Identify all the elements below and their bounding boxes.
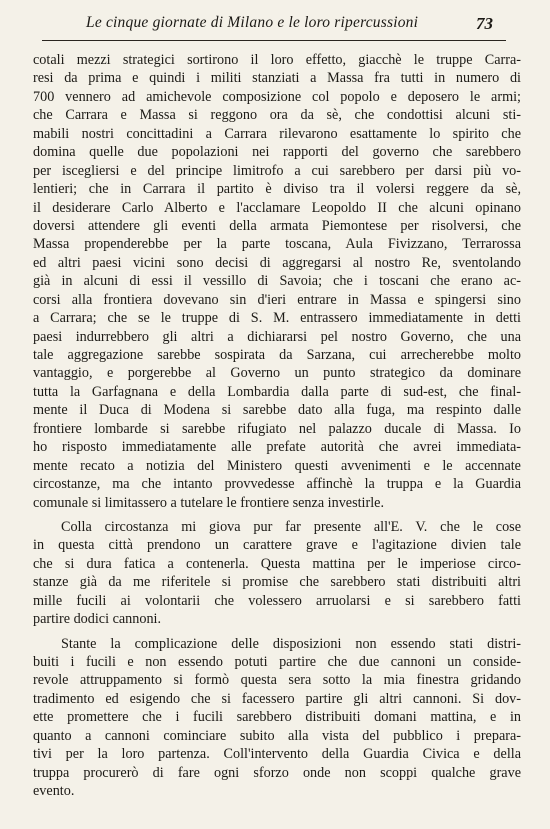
text-line: comunale si limitassero a tutelare le frontiere senza investirle. <box>33 494 385 511</box>
text-line: per iscegliersi e del principe limitrofo a cui sarebbero per darsi più vo- <box>33 162 521 179</box>
text-line: doversi attendere gli eventi della armata Piemontese per risolversi, che <box>33 217 521 234</box>
text-line: resi da prima e quindi i militi stanziati a Massa fra tutti in numero di <box>33 70 521 87</box>
text-line: Colla circostanza mi giova pur far presente all'E. V. che le cose <box>61 518 521 535</box>
text-line: tutta la Garfagnana e della Lombardia dalla parte di sud-est, che final- <box>33 383 521 400</box>
page-header <box>0 0 550 44</box>
text-line: mente recato a notizia del Ministero questi avvenimenti e le accennate <box>33 457 521 474</box>
text-line: mabili nostri concittadini a Carrara rilevarono esattamente lo spirito che <box>33 125 521 142</box>
text-line: a Carrara; che se le truppe di S. M. entrassero immediatamente in detti <box>33 310 521 327</box>
text-line: domina quelle due popolazioni nei rapporti del governo che sarebbero <box>33 144 521 161</box>
text-line: frontiere lombarde si sarebbe rifugiato nel palazzo ducale di Massa. Io <box>33 420 521 437</box>
text-line: Stante la complicazione delle disposizioni non essendo stati distri- <box>61 635 521 652</box>
text-line: cotali mezzi strategici sortirono il loro effetto, giacchè le truppe Carra- <box>33 52 521 68</box>
text-line: tivi per la loro partenza. Coll'intervento della Guardia Civica e della <box>33 746 521 763</box>
paragraph <box>33 518 521 629</box>
text-line: evento. <box>33 783 75 800</box>
text-line: lentieri; che in Carrara il partito è diviso tra il volersi reggere da sè, <box>33 181 521 198</box>
header-rule <box>42 40 506 41</box>
text-line: ed altri paesi vicini sono decisi di aggregarsi al nostro Re, sventolando <box>33 254 521 271</box>
text-line: corsi alla frontiera dovevano sin d'ieri entrare in Massa e spingersi sino <box>33 291 521 308</box>
text-line: Massa propenderebbe per la parte toscana, Aula Fivizzano, Terrarossa <box>33 236 521 253</box>
text-line: che Carrara e Massa si reggono ora da sè, che condottisi alcuni sti- <box>33 107 521 124</box>
running-title: Le cinque giornate di Milano e le loro ripercussioni <box>86 14 419 31</box>
page-number: 73 <box>476 14 493 33</box>
text-line: quanto a cannoni cominciare subito alla vista del pubblico i prepara- <box>33 727 521 744</box>
text-line: revole attruppamento si formò questa sera sotto la mia finestra gridando <box>33 672 521 689</box>
text-line: circostanze, ma che intanto provvedesse affinchè la truppa e la Guardia <box>33 476 521 493</box>
text-line: tale aggregazione sarebbe sospirata da Sarzana, cui arrecherebbe molto <box>33 347 521 363</box>
text-line: il desiderare Carlo Alberto e l'acclamare Leopoldo II che alcuni opinano <box>33 199 521 216</box>
text-line: 700 vennero ad amichevole composizione col popolo e deposero le armi; <box>33 88 521 105</box>
text-line: mille fucili ai volontarii che volessero arruolarsi e si sarebbero fatti <box>33 592 521 609</box>
text-line: mente il Duca di Modena si sarebbe dato alla fuga, ma respinto dalle <box>33 402 521 419</box>
paragraph <box>33 51 521 512</box>
body-text <box>33 51 521 801</box>
text-line: che si dura fatica a contenerla. Questa mattina per le imperiose circo- <box>33 555 521 572</box>
text-line: buiti i fucili e non essendo potuti partire che due cannoni un conside- <box>33 654 521 670</box>
text-line: già in alcuni di essi il vessillo di Savoia; che i toscani che erano ac- <box>33 273 521 290</box>
text-line: truppa procurerò di fare ogni sforzo onde non scoppi qualche grave <box>33 764 521 781</box>
text-line: vantaggio, e porgerebbe al Governo un punto strategico da dominare <box>33 365 521 382</box>
text-line: tradimento ed esigendo che si facessero partire gli altri cannoni. Si dov- <box>33 690 521 707</box>
text-line: stanze già da me riferitele si promise che sarebbero stati distribuiti altri <box>33 574 521 591</box>
text-line: partire dodici cannoni. <box>33 611 162 628</box>
text-line: ette promettere che i fucili sarebbero distribuiti domani mattina, e in <box>33 709 521 726</box>
text-line: paesi indurrebbero gli altri a dichiararsi pel nostro Governo, che una <box>33 328 521 345</box>
text-line: ho risposto immediatamente alle prefate autorità che avrei immediata- <box>33 439 521 456</box>
text-line: in questa città prendono un carattere grave e l'agitazione divien tale <box>33 537 521 554</box>
paragraph <box>33 635 521 801</box>
